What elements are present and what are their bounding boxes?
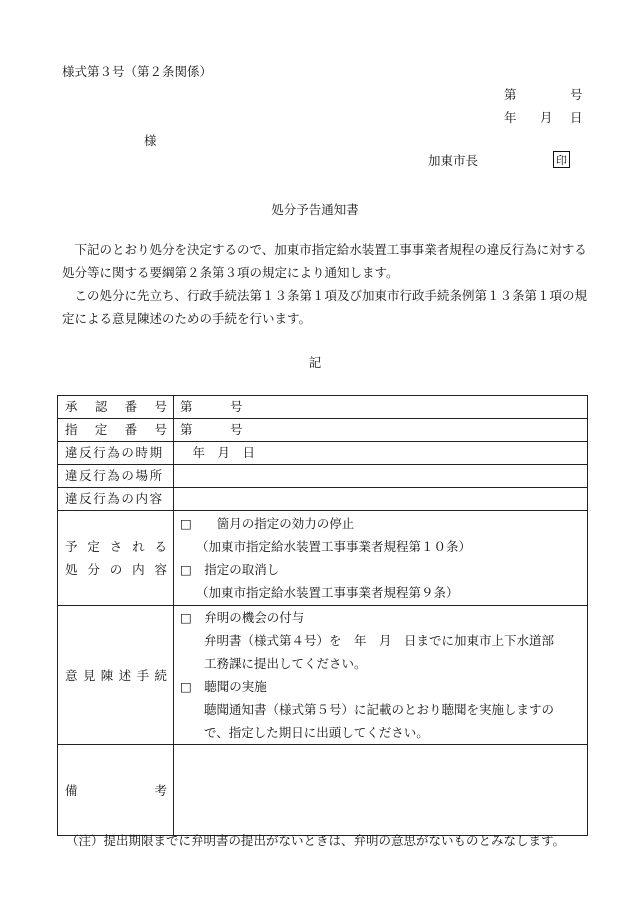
violation-content-label (58, 488, 174, 511)
table-row (58, 419, 588, 442)
table-row (58, 745, 588, 836)
violation-content-value (174, 488, 588, 511)
label-char: 分 (87, 562, 100, 577)
body-text (62, 238, 590, 330)
value-text: 年 月 日 (180, 445, 256, 460)
disposition-reference: （加東市指定給水装置工事事業者規程第１０条） (196, 539, 472, 554)
label-char: 備 (65, 782, 78, 798)
details-table (57, 395, 588, 836)
body-paragraph-1: 下記のとおり処分を決定するので、加東市指定給水装置工事事業者規程の違反行為に対する処分等に関する要綱第２条第３項の規定により通知します。 (62, 242, 587, 280)
revocation-checkbox-line[interactable]: □ 指定の取消し (180, 562, 280, 577)
label-char: 号 (154, 399, 167, 414)
ki-heading: 記 (308, 355, 322, 370)
table-row (58, 396, 588, 419)
label-char: 容 (154, 562, 167, 577)
explanation-detail: 工務課に提出してください。 (204, 656, 367, 671)
hearing-detail: 聴聞通知書（様式第５号）に記載のとおり聴聞を実施しますの (204, 702, 555, 717)
table-row (58, 606, 588, 745)
label-text: 違反行為の内容 (65, 491, 164, 506)
body-paragraph-2: この処分に先立ち、行政手続法第１３条第１項及び加東市行政手続条例第１３条第１項の規定による意見陳述のための手続を行います。 (62, 288, 588, 326)
document-number-suffix: 号 (570, 87, 583, 102)
form-number: 様式第３号（第２条関係） (62, 64, 213, 79)
value-text: 第 号 (180, 422, 243, 437)
addressee-suffix: 様 (144, 133, 157, 148)
date-day-label: 日 (570, 110, 583, 125)
remarks-value[interactable] (174, 745, 588, 836)
issuer-mayor: 加東市長 (428, 153, 479, 168)
label-char: 考 (154, 782, 167, 798)
opinion-procedure-label (58, 606, 174, 745)
disposition-label (58, 511, 174, 606)
label-char: 定 (87, 539, 100, 554)
approval-number-label (58, 396, 174, 419)
label-char: 指 (65, 422, 78, 437)
label-char: 意 (65, 667, 78, 683)
table-row (58, 465, 588, 488)
remarks-label (58, 745, 174, 836)
seal-mark: 印 (553, 151, 570, 168)
label-char: の (109, 562, 123, 577)
label-char: 番 (124, 399, 138, 414)
footnote: （注）提出期限までに弁明書の提出がないときは、弁明の意思がないものとみなします。 (66, 833, 566, 848)
approval-number-value (174, 396, 588, 419)
date-year-label: 年 (504, 110, 517, 125)
document-number-label: 第 (504, 87, 517, 102)
label-char: 述 (118, 667, 132, 683)
opinion-procedure-value (174, 606, 588, 745)
label-char: る (154, 539, 167, 554)
violation-time-value (174, 442, 588, 465)
suspension-checkbox-line[interactable]: □ 箇月の指定の効力の停止 (180, 516, 355, 531)
label-char: 見 (82, 667, 96, 683)
label-char: 認 (94, 399, 108, 414)
violation-place-label (58, 465, 174, 488)
violation-time-label (58, 442, 174, 465)
table-row (58, 442, 588, 465)
disposition-reference: （加東市指定給水装置工事事業者規程第９条） (196, 585, 459, 600)
label-text: 違反行為の時期 (65, 445, 164, 460)
label-char: 予 (65, 539, 78, 554)
label-char: 号 (154, 422, 167, 437)
label-char: 手 (136, 667, 150, 683)
violation-place-value (174, 465, 588, 488)
disposition-value (174, 511, 588, 606)
document-title: 処分予告通知書 (271, 202, 359, 217)
label-char: 番 (124, 422, 138, 437)
designation-number-label (58, 419, 174, 442)
explanation-detail: 弁明書（様式第４号）を 年 月 日までに加東市上下水道部 (204, 633, 555, 648)
label-char: れ (132, 539, 145, 554)
label-char: 定 (94, 422, 108, 437)
value-text: 第 号 (180, 399, 243, 414)
table-row (58, 488, 588, 511)
label-char: 内 (132, 562, 145, 577)
hearing-checkbox-line[interactable]: □ 聴聞の実施 (180, 679, 267, 694)
label-text: 違反行為の場所 (65, 468, 164, 483)
label-char: 処 (65, 562, 78, 577)
designation-number-value (174, 419, 588, 442)
date-month-label: 月 (540, 110, 553, 125)
hearing-detail: で、指定した期日に出頭してください。 (204, 725, 429, 740)
label-char: 承 (65, 399, 78, 414)
label-char: 陳 (100, 667, 114, 683)
explanation-checkbox-line[interactable]: □ 弁明の機会の付与 (180, 610, 305, 625)
label-char: 続 (154, 667, 167, 683)
label-char: さ (109, 539, 123, 554)
table-row (58, 511, 588, 606)
